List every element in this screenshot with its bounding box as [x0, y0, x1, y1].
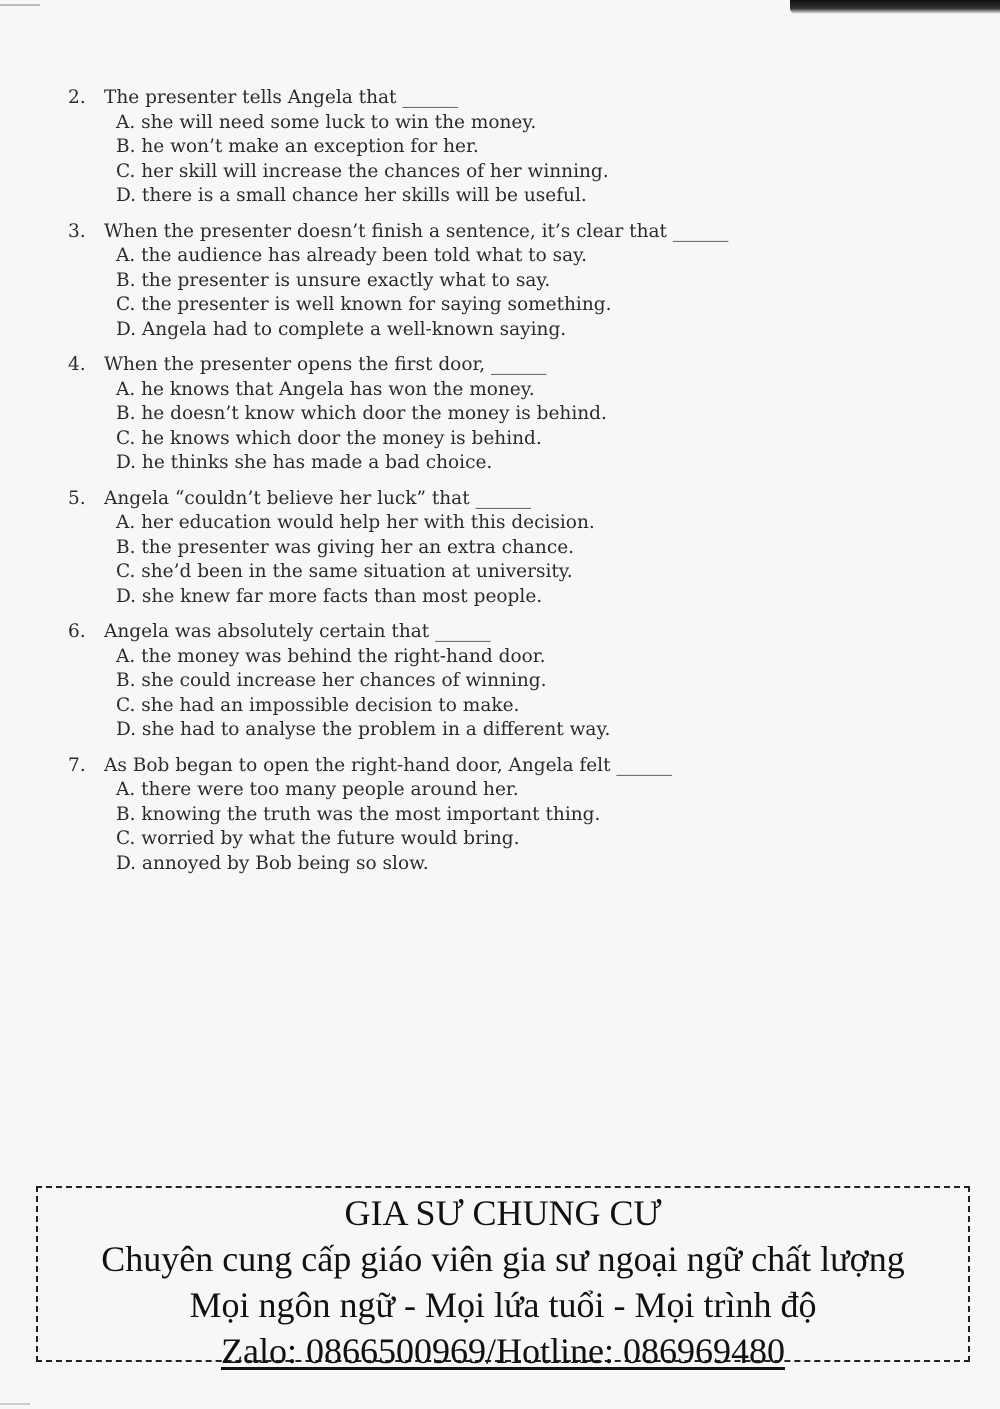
answer-option: B. the presenter was giving her an extra chance. — [116, 536, 575, 558]
scan-shadow-bar — [790, 0, 1000, 14]
answer-option: D. she had to analyse the problem in a different way. — [116, 719, 611, 740]
answer-option: C. she’d been in the same situation at university. — [116, 561, 573, 582]
question-text: As Bob began to open the right-hand door, Angela felt ______ — [104, 754, 672, 776]
answer-option: D. Angela had to complete a well-known saying. — [116, 318, 567, 340]
answer-option: D. annoyed by Bob being so slow. — [116, 852, 429, 874]
answer-option: A. there were too many people around her. — [116, 779, 519, 800]
scan-edge-mark — [0, 1403, 30, 1405]
question-stem — [68, 353, 888, 378]
question-number: 4. — [68, 354, 86, 375]
question-text: When the presenter opens the first door, ______ — [104, 354, 547, 375]
question-list — [68, 86, 888, 887]
question-item — [68, 620, 888, 743]
answer-option: C. her skill will increase the chances of her winning. — [116, 160, 609, 182]
question-number: 7. — [68, 754, 86, 776]
advertisement-box — [36, 1186, 970, 1371]
answer-option: D. there is a small chance her skills will be useful. — [116, 185, 587, 206]
question-number: 2. — [68, 87, 86, 108]
footer-scope: Mọi ngôn ngữ - Mọi lứa tuổi - Mọi trình độ — [189, 1285, 817, 1325]
footer-contact: Zalo: 0866500969/Hotline: 086969480 — [221, 1331, 785, 1371]
answer-option: B. knowing the truth was the most important thing. — [116, 803, 601, 825]
answer-option: A. she will need some luck to win the money. — [116, 111, 537, 133]
answer-option: D. he thinks she has made a bad choice. — [116, 452, 493, 473]
answer-option: A. her education would help her with this decision. — [116, 512, 595, 533]
question-number: 6. — [68, 621, 86, 642]
answer-option: B. he doesn’t know which door the money is behind. — [116, 403, 607, 424]
answer-option: D. she knew far more facts than most people. — [116, 585, 543, 607]
question-stem — [68, 86, 888, 111]
question-number: 3. — [68, 220, 86, 242]
answer-option: B. the presenter is unsure exactly what to say. — [116, 269, 551, 291]
question-stem — [68, 220, 888, 245]
answer-option: A. the money was behind the right-hand door. — [116, 645, 546, 667]
footer-tagline: Chuyên cung cấp giáo viên gia sư ngoại ngữ chất lượng — [101, 1239, 905, 1279]
answer-option: B. she could increase her chances of winning. — [116, 670, 547, 691]
answer-option: C. he knows which door the money is behind. — [116, 427, 542, 449]
question-text: The presenter tells Angela that ______ — [104, 87, 458, 108]
footer-title: GIA SƯ CHUNG CƯ — [344, 1193, 662, 1233]
question-item — [68, 353, 888, 476]
question-item — [68, 220, 888, 343]
question-number: 5. — [68, 487, 86, 509]
answer-option: C. she had an impossible decision to make. — [116, 694, 520, 716]
answer-option: A. he knows that Angela has won the money. — [116, 378, 535, 400]
question-text: When the presenter doesn’t finish a sentence, it’s clear that ______ — [104, 220, 729, 242]
answer-option: C. the presenter is well known for saying something. — [116, 294, 612, 315]
question-stem — [68, 487, 888, 512]
question-stem — [68, 620, 888, 645]
question-item — [68, 487, 888, 610]
answer-option: C. worried by what the future would bring. — [116, 828, 520, 849]
answer-option: A. the audience has already been told what to say. — [116, 245, 588, 266]
question-item — [68, 754, 888, 877]
answer-option: B. he won’t make an exception for her. — [116, 136, 479, 157]
question-text: Angela “couldn’t believe her luck” that ______ — [104, 487, 532, 509]
question-stem — [68, 754, 888, 779]
question-item — [68, 86, 888, 209]
question-text: Angela was absolutely certain that ______ — [104, 621, 491, 642]
scan-edge-mark — [0, 4, 40, 6]
